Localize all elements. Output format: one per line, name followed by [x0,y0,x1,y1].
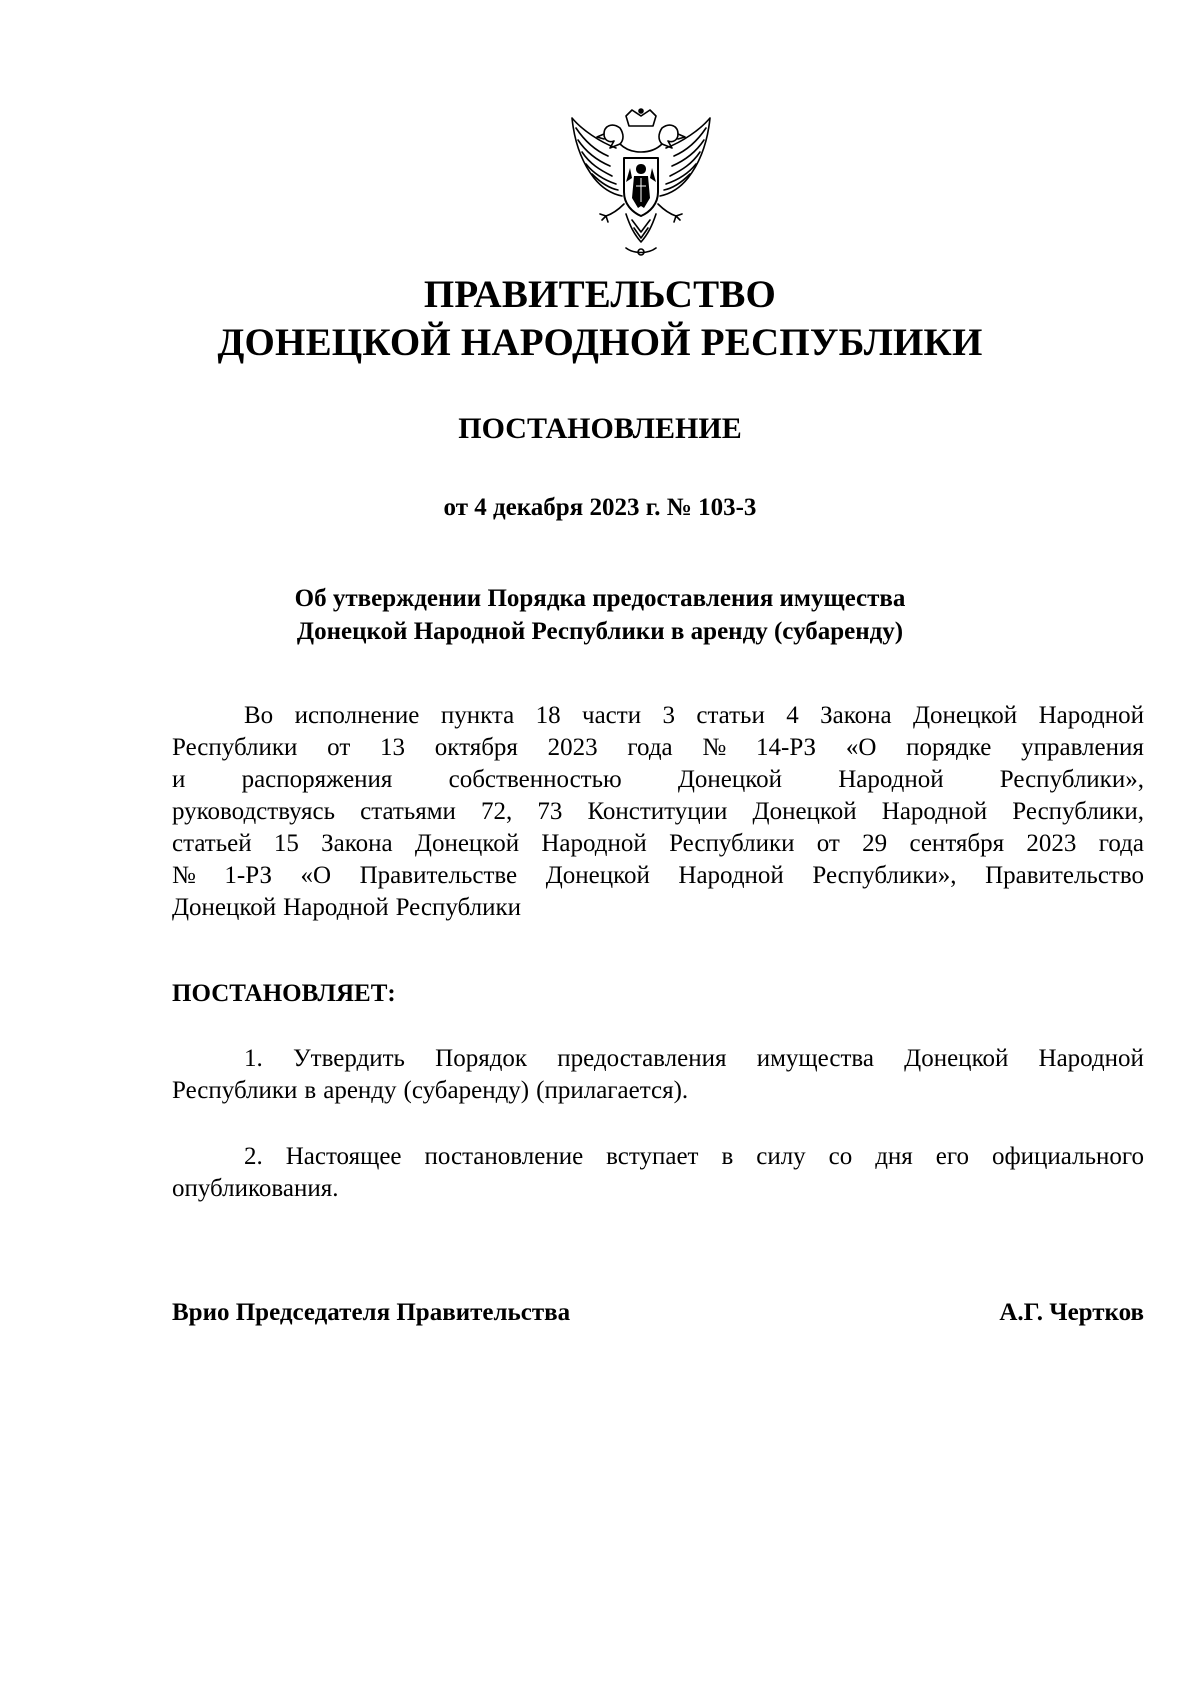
word: Настоящее [285,1143,402,1170]
word: 2023 [1026,830,1077,857]
coat-of-arms-emblem-icon [564,108,718,260]
word: Народной [541,830,647,857]
word: Донецкой [545,862,650,889]
word: Республики, [1012,798,1144,825]
word: распоряжения [241,766,393,793]
word: октября [434,734,518,761]
preamble-line [172,860,1144,892]
word: Конституции [587,798,728,825]
preamble-line [172,892,1144,924]
word: Республики», [999,766,1144,793]
word: руководствуясь [172,798,336,825]
word: 4 [786,702,799,729]
word: Народной [838,766,944,793]
decree-operative-word: ПОСТАНОВЛЯЕТ: [172,980,396,1007]
signatory-name: А.Г. Чертков [999,1299,1144,1326]
word: исполнение [294,702,420,729]
word: Закона [820,702,892,729]
word: Республики [395,894,522,921]
document-date-number: от 4 декабря 2023 г. № 103-3 [443,494,757,521]
word: со [828,1143,853,1170]
decree-item-1-line [172,1075,1144,1107]
word: Республики [669,830,795,857]
word: части [582,702,642,729]
word: Народной [283,894,389,921]
decree-item-2-line [244,1141,1144,1173]
preamble-line [172,732,1144,764]
government-title-line2: ДОНЕЦКОЙ НАРОДНОЙ РЕСПУБЛИКИ [217,321,983,364]
word: Донецкой [752,798,857,825]
decree-item-2-line [172,1173,1144,1205]
word: аренду [323,1077,397,1104]
word: (прилагается). [536,1077,689,1104]
word: «О [845,734,877,761]
word: предоставления [557,1045,727,1072]
word: Республики», [812,862,957,889]
word: 1-РЗ [224,862,272,889]
word: пункта [440,702,515,729]
word: управления [1021,734,1144,761]
signatory-position: Врио Председателя Правительства [172,1299,571,1326]
word: статьями [360,798,456,825]
word: сентября [909,830,1005,857]
word: Во [244,702,274,729]
word: силу [756,1143,806,1170]
word: вступает [606,1143,699,1170]
word: Донецкой [677,766,783,793]
word: № [702,734,727,761]
word: «О [300,862,332,889]
document-subject-line2: Донецкой Народной Республики в аренду (субаренду) [296,618,904,645]
word: Донецкой [904,1045,1009,1072]
word: дня [875,1143,913,1170]
word: Закона [321,830,393,857]
word: постановление [424,1143,584,1170]
word: года [627,734,673,761]
word: года [1098,830,1144,857]
word: Правительство [985,862,1144,889]
word: в [304,1077,317,1104]
word: 13 [380,734,406,761]
word: Народной [678,862,784,889]
word: его [935,1143,969,1170]
word: 73 [537,798,563,825]
word: Республики [172,734,298,761]
word: 3 [662,702,675,729]
word: статьей [172,830,252,857]
document-type-heading: ПОСТАНОВЛЕНИЕ [458,412,742,445]
word: 29 [862,830,888,857]
word: 2. [244,1143,263,1170]
word: 18 [535,702,561,729]
word: от [816,830,840,857]
word: собственностью [448,766,622,793]
preamble-line [172,764,1144,796]
word: порядке [906,734,992,761]
word: Народной [881,798,988,825]
word: 1. [244,1045,263,1072]
word: официального [991,1143,1144,1170]
word: Народной [1038,1045,1144,1072]
word: 2023 [547,734,598,761]
word: Донецкой [414,830,520,857]
word: (субаренду) [403,1077,530,1104]
decree-item-1-line [244,1043,1144,1075]
word: № [172,862,196,889]
word: 72, [481,798,513,825]
word: имущества [756,1045,874,1072]
word: Утвердить [292,1045,405,1072]
preamble-line [244,700,1144,732]
word: 14-РЗ [756,734,817,761]
word: Порядок [435,1045,528,1072]
preamble-line [172,828,1144,860]
word: Народной [1038,702,1144,729]
word: Донецкой [913,702,1018,729]
word: Правительстве [359,862,518,889]
preamble-line [172,796,1144,828]
word: от [327,734,351,761]
government-title-line1: ПРАВИТЕЛЬСТВО [423,273,777,316]
word: в [721,1143,734,1170]
word: и [172,766,186,793]
word: опубликования. [172,1175,339,1202]
word: статьи [696,702,765,729]
document-subject-line1: Об утверждении Порядка предоставления имущества [294,585,906,612]
word: Республики [172,1077,298,1104]
word: Донецкой [172,894,277,921]
word: 15 [273,830,299,857]
